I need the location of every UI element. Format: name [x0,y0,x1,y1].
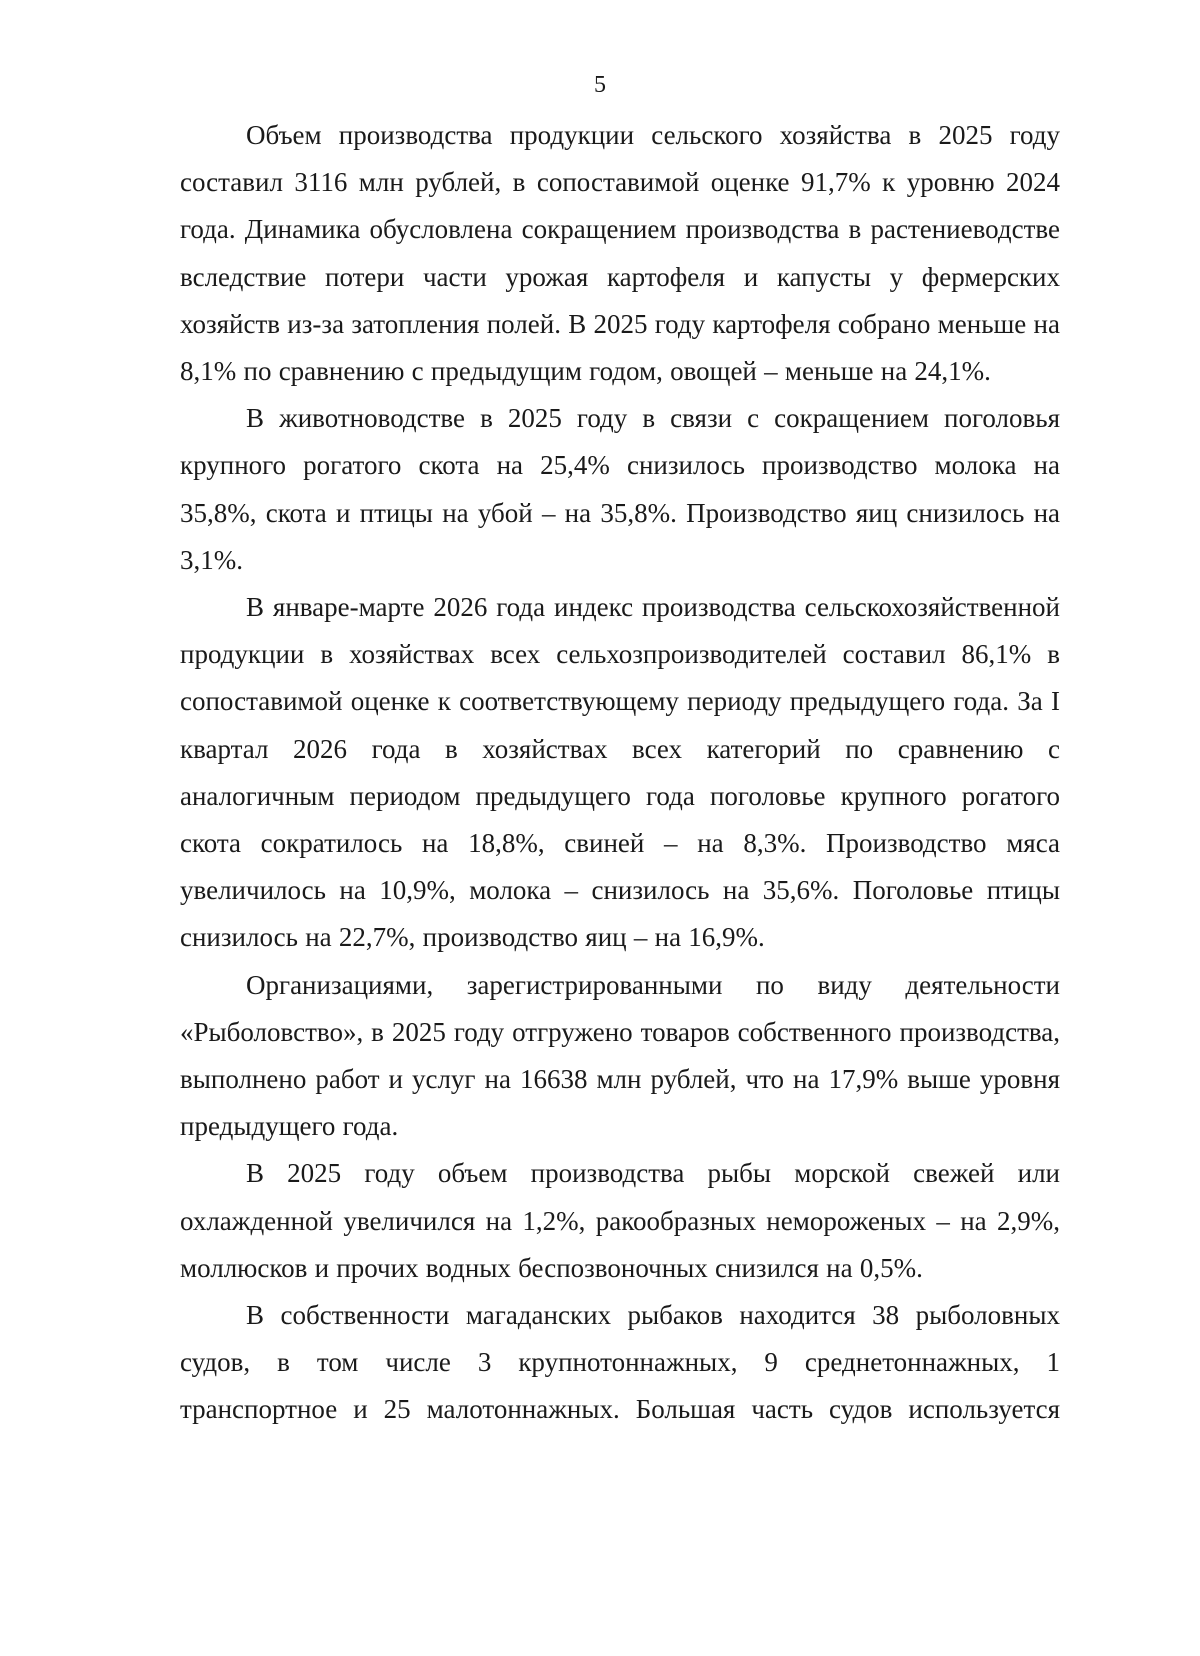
page-number: 5 [594,72,606,98]
paragraph-fish-production: В 2025 году объем производства рыбы морской свежей или охлажденной увеличился на 1,2%, ракообразных немороженых – на 2,9%, моллюсков и прочих водных беспозвоночных снизился на 0,5%. [180,1158,1060,1283]
paragraph-livestock: В животноводстве в 2025 году в связи с сокращением поголовья крупного рогатого скота на 25,4% снизилось производство молока на 35,8%, скота и птицы на убой – на 35,8%. Производство яиц снизилось на 3,1%. [180,403,1060,575]
paragraph-q1-2026-agriculture: В январе-марте 2026 года индекс производства сельскохозяйственной продукции в хозяйствах всех сельхозпроизводителей составил 86,1% в сопоставимой оценке к соответствующему периоду предыдущего года. За I квартал 2026 года в хозяйствах всех категорий по сравнению с аналогичным периодом предыдущего года поголовье крупного рогатого скота сократилось на 18,8%, свиней – на 8,3%. Производство мяса увеличилось на 10,9%, молока – снизилось на 35,6%. Поголовье птицы снизилось на 22,7%, производство яиц – на 16,9%. [180,592,1060,953]
paragraph-fishing-shipments: Организациями, зарегистрированными по виду деятельности «Рыболовство», в 2025 году отгружено товаров собственного производства, выполнено работ и услуг на 16638 млн рублей, что на 17,9% выше уровня предыдущего года. [180,969,1060,1142]
document-body [180,112,1060,1434]
paragraph-agriculture-output: Объем производства продукции сельского хозяйства в 2025 году составил 3116 млн рублей, в сопоставимой оценке 91,7% к уровню 2024 года. Динамика обусловлена сокращением производства в растениеводстве вследствие потери части урожая картофеля и капусты у фермерских хозяйств из-за затопления полей. В 2025 году картофеля собрано меньше на 8,1% по сравнению с предыдущим годом, овощей – меньше на 24,1%. [180,120,1060,387]
paragraph-fishing-fleet: В собственности магаданских рыбаков находится 38 рыболовных судов, в том числе 3 крупнотоннажных, 9 среднетоннажных, 1 транспортное и 25 малотоннажных. Большая часть судов используется [180,1300,1060,1425]
